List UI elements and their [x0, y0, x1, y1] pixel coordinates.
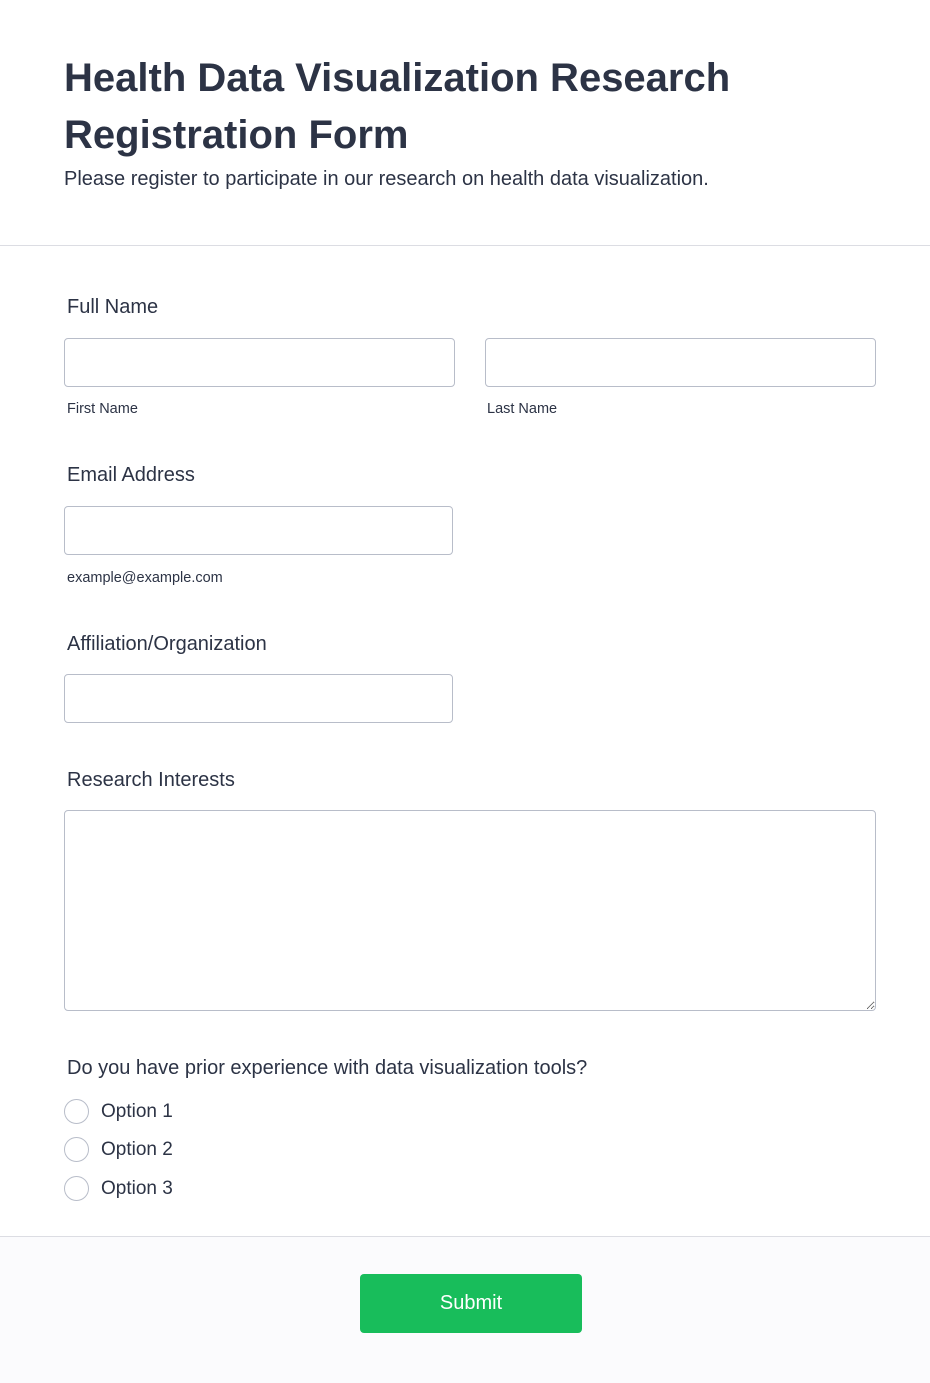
radio-option-1[interactable]	[64, 1099, 173, 1124]
page-title: Health Data Visualization Research Registration Form	[64, 56, 731, 157]
radio-circle-icon[interactable]	[64, 1099, 89, 1124]
experience-question: Do you have prior experience with data visualization tools?	[67, 1057, 588, 1079]
radio-circle-icon[interactable]	[64, 1137, 89, 1162]
email-hint: example@example.com	[67, 570, 223, 586]
affiliation-input[interactable]	[64, 674, 453, 723]
full-name-label: Full Name	[67, 296, 159, 318]
radio-label: Option 2	[101, 1138, 173, 1160]
last-name-sublabel: Last Name	[487, 401, 558, 417]
radio-label: Option 1	[101, 1100, 173, 1122]
email-input[interactable]	[64, 506, 453, 555]
radio-option-2[interactable]	[64, 1137, 173, 1162]
radio-option-3[interactable]	[64, 1176, 173, 1201]
last-name-input[interactable]	[485, 338, 876, 387]
research-interests-textarea[interactable]	[64, 810, 876, 1011]
affiliation-label: Affiliation/Organization	[67, 633, 267, 655]
first-name-input[interactable]	[64, 338, 455, 387]
submit-button[interactable]: Submit	[360, 1274, 582, 1333]
radio-circle-icon[interactable]	[64, 1176, 89, 1201]
email-label: Email Address	[67, 464, 195, 486]
divider	[0, 245, 930, 246]
first-name-sublabel: First Name	[67, 401, 138, 417]
radio-label: Option 3	[101, 1177, 173, 1199]
research-interests-label: Research Interests	[67, 769, 235, 791]
divider	[0, 1236, 930, 1237]
page-subtitle: Please register to participate in our research on health data visualization.	[64, 168, 709, 190]
